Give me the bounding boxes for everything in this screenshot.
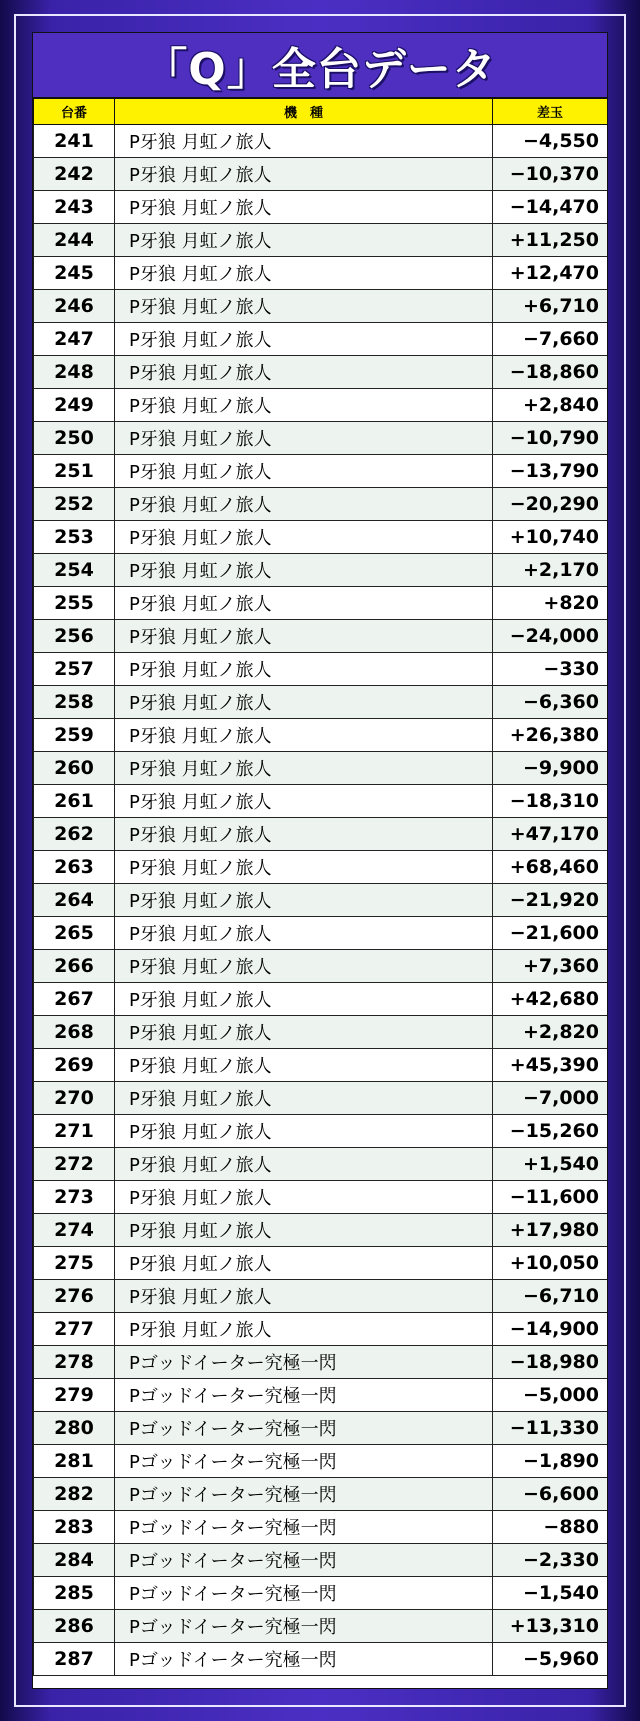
machine-number-cell: 283 (34, 1511, 115, 1544)
ball-diff-cell: −9,900 (493, 752, 608, 785)
table-row (34, 983, 608, 1016)
machine-number-cell: 246 (34, 290, 115, 323)
machine-number-cell: 287 (34, 1643, 115, 1676)
ball-diff-cell: −10,370 (493, 158, 608, 191)
table-row (34, 950, 608, 983)
table-row (34, 686, 608, 719)
machine-number-cell: 258 (34, 686, 115, 719)
machine-number-cell: 279 (34, 1379, 115, 1412)
table-row (34, 356, 608, 389)
machine-number-cell: 247 (34, 323, 115, 356)
machine-number-cell: 284 (34, 1544, 115, 1577)
machine-number-cell: 274 (34, 1214, 115, 1247)
ball-diff-cell: −15,260 (493, 1115, 608, 1148)
ball-diff-cell: −5,960 (493, 1643, 608, 1676)
model-name-cell: P牙狼 月虹ノ旅人 (115, 983, 493, 1016)
table-row (34, 554, 608, 587)
table-row (34, 257, 608, 290)
ball-diff-cell: +6,710 (493, 290, 608, 323)
machine-number-cell: 254 (34, 554, 115, 587)
table-row (34, 125, 608, 158)
machine-number-cell: 265 (34, 917, 115, 950)
machine-number-cell: 270 (34, 1082, 115, 1115)
machine-number-cell: 267 (34, 983, 115, 1016)
model-name-cell: P牙狼 月虹ノ旅人 (115, 686, 493, 719)
ball-diff-cell: −14,900 (493, 1313, 608, 1346)
ball-diff-cell: −14,470 (493, 191, 608, 224)
model-name-cell: P牙狼 月虹ノ旅人 (115, 389, 493, 422)
model-name-cell: P牙狼 月虹ノ旅人 (115, 521, 493, 554)
table-row (34, 884, 608, 917)
machine-number-cell: 280 (34, 1412, 115, 1445)
table-row (34, 1511, 608, 1544)
ball-diff-cell: −18,980 (493, 1346, 608, 1379)
ball-diff-cell: −10,790 (493, 422, 608, 455)
ball-diff-cell: −5,000 (493, 1379, 608, 1412)
table-row (34, 1049, 608, 1082)
model-name-cell: P牙狼 月虹ノ旅人 (115, 785, 493, 818)
table-row (34, 1280, 608, 1313)
model-name-cell: P牙狼 月虹ノ旅人 (115, 1214, 493, 1247)
machine-number-cell: 286 (34, 1610, 115, 1643)
machine-number-cell: 271 (34, 1115, 115, 1148)
ball-diff-cell: +11,250 (493, 224, 608, 257)
table-row (34, 752, 608, 785)
machine-number-cell: 251 (34, 455, 115, 488)
model-name-cell: P牙狼 月虹ノ旅人 (115, 191, 493, 224)
ball-diff-cell: −2,330 (493, 1544, 608, 1577)
machine-number-cell: 260 (34, 752, 115, 785)
ball-diff-cell: +12,470 (493, 257, 608, 290)
machine-number-cell: 281 (34, 1445, 115, 1478)
ball-diff-cell: +13,310 (493, 1610, 608, 1643)
machine-number-cell: 253 (34, 521, 115, 554)
table-row (34, 389, 608, 422)
model-name-cell: P牙狼 月虹ノ旅人 (115, 455, 493, 488)
table-row (34, 455, 608, 488)
model-name-cell: P牙狼 月虹ノ旅人 (115, 818, 493, 851)
table-body (34, 125, 608, 1676)
model-name-cell: P牙狼 月虹ノ旅人 (115, 224, 493, 257)
machine-number-cell: 269 (34, 1049, 115, 1082)
model-name-cell: P牙狼 月虹ノ旅人 (115, 884, 493, 917)
model-name-cell: P牙狼 月虹ノ旅人 (115, 422, 493, 455)
ball-diff-cell: +17,980 (493, 1214, 608, 1247)
machine-number-cell: 263 (34, 851, 115, 884)
machine-number-cell: 282 (34, 1478, 115, 1511)
data-panel (32, 32, 608, 1689)
machine-number-cell: 278 (34, 1346, 115, 1379)
table-row (34, 1346, 608, 1379)
ball-diff-cell: −330 (493, 653, 608, 686)
ball-diff-cell: +7,360 (493, 950, 608, 983)
ball-diff-cell: +1,540 (493, 1148, 608, 1181)
machine-number-cell: 244 (34, 224, 115, 257)
ball-diff-cell: −7,000 (493, 1082, 608, 1115)
table-row (34, 224, 608, 257)
ball-diff-cell: +47,170 (493, 818, 608, 851)
table-row (34, 1181, 608, 1214)
ball-diff-cell: −880 (493, 1511, 608, 1544)
model-name-cell: P牙狼 月虹ノ旅人 (115, 1280, 493, 1313)
table-row (34, 1148, 608, 1181)
machine-number-cell: 264 (34, 884, 115, 917)
table-row (34, 1445, 608, 1478)
table-row (34, 1247, 608, 1280)
machine-number-cell: 275 (34, 1247, 115, 1280)
header-ball-diff: 差玉 (493, 99, 608, 125)
model-name-cell: P牙狼 月虹ノ旅人 (115, 158, 493, 191)
table-row (34, 1379, 608, 1412)
model-name-cell: Pゴッドイーター究極一閃 (115, 1511, 493, 1544)
ball-diff-cell: −21,600 (493, 917, 608, 950)
machine-number-cell: 259 (34, 719, 115, 752)
ball-diff-cell: −1,890 (493, 1445, 608, 1478)
ball-diff-cell: −11,600 (493, 1181, 608, 1214)
machine-number-cell: 257 (34, 653, 115, 686)
model-name-cell: P牙狼 月虹ノ旅人 (115, 1247, 493, 1280)
table-row (34, 1214, 608, 1247)
model-name-cell: Pゴッドイーター究極一閃 (115, 1412, 493, 1445)
ball-diff-cell: +2,170 (493, 554, 608, 587)
machine-number-cell: 256 (34, 620, 115, 653)
table-header-row (34, 99, 608, 125)
machine-number-cell: 249 (34, 389, 115, 422)
table-row (34, 587, 608, 620)
machine-number-cell: 250 (34, 422, 115, 455)
table-row (34, 158, 608, 191)
data-table (33, 98, 608, 1676)
machine-number-cell: 242 (34, 158, 115, 191)
model-name-cell: P牙狼 月虹ノ旅人 (115, 356, 493, 389)
ball-diff-cell: −21,920 (493, 884, 608, 917)
machine-number-cell: 273 (34, 1181, 115, 1214)
header-model: 機 種 (115, 99, 493, 125)
machine-number-cell: 276 (34, 1280, 115, 1313)
table-row (34, 1610, 608, 1643)
model-name-cell: Pゴッドイーター究極一閃 (115, 1445, 493, 1478)
model-name-cell: P牙狼 月虹ノ旅人 (115, 851, 493, 884)
model-name-cell: P牙狼 月虹ノ旅人 (115, 1049, 493, 1082)
model-name-cell: P牙狼 月虹ノ旅人 (115, 1082, 493, 1115)
model-name-cell: P牙狼 月虹ノ旅人 (115, 950, 493, 983)
model-name-cell: Pゴッドイーター究極一閃 (115, 1610, 493, 1643)
table-row (34, 1313, 608, 1346)
machine-number-cell: 241 (34, 125, 115, 158)
ball-diff-cell: −11,330 (493, 1412, 608, 1445)
model-name-cell: Pゴッドイーター究極一閃 (115, 1643, 493, 1676)
model-name-cell: P牙狼 月虹ノ旅人 (115, 653, 493, 686)
table-row (34, 521, 608, 554)
ball-diff-cell: −13,790 (493, 455, 608, 488)
ball-diff-cell: −1,540 (493, 1577, 608, 1610)
machine-number-cell: 268 (34, 1016, 115, 1049)
table-row (34, 1643, 608, 1676)
ball-diff-cell: −7,660 (493, 323, 608, 356)
table-row (34, 1016, 608, 1049)
table-row (34, 1544, 608, 1577)
table-row (34, 422, 608, 455)
ball-diff-cell: −6,710 (493, 1280, 608, 1313)
ball-diff-cell: +42,680 (493, 983, 608, 1016)
model-name-cell: P牙狼 月虹ノ旅人 (115, 752, 493, 785)
machine-number-cell: 285 (34, 1577, 115, 1610)
model-name-cell: P牙狼 月虹ノ旅人 (115, 620, 493, 653)
table-row (34, 917, 608, 950)
model-name-cell: P牙狼 月虹ノ旅人 (115, 1148, 493, 1181)
ball-diff-cell: −6,360 (493, 686, 608, 719)
table-row (34, 818, 608, 851)
model-name-cell: P牙狼 月虹ノ旅人 (115, 1115, 493, 1148)
machine-number-cell: 272 (34, 1148, 115, 1181)
table-row (34, 290, 608, 323)
ball-diff-cell: +820 (493, 587, 608, 620)
model-name-cell: Pゴッドイーター究極一閃 (115, 1379, 493, 1412)
table-row (34, 488, 608, 521)
model-name-cell: Pゴッドイーター究極一閃 (115, 1346, 493, 1379)
model-name-cell: P牙狼 月虹ノ旅人 (115, 1016, 493, 1049)
machine-number-cell: 252 (34, 488, 115, 521)
ball-diff-cell: −24,000 (493, 620, 608, 653)
model-name-cell: P牙狼 月虹ノ旅人 (115, 917, 493, 950)
ball-diff-cell: +10,740 (493, 521, 608, 554)
ball-diff-cell: +2,820 (493, 1016, 608, 1049)
table-row (34, 851, 608, 884)
model-name-cell: P牙狼 月虹ノ旅人 (115, 290, 493, 323)
table-row (34, 191, 608, 224)
table-row (34, 1115, 608, 1148)
header-machine-number: 台番 (34, 99, 115, 125)
machine-number-cell: 261 (34, 785, 115, 818)
table-row (34, 653, 608, 686)
model-name-cell: P牙狼 月虹ノ旅人 (115, 1313, 493, 1346)
model-name-cell: P牙狼 月虹ノ旅人 (115, 323, 493, 356)
ball-diff-cell: −18,860 (493, 356, 608, 389)
ball-diff-cell: +68,460 (493, 851, 608, 884)
machine-number-cell: 255 (34, 587, 115, 620)
machine-number-cell: 243 (34, 191, 115, 224)
ball-diff-cell: +2,840 (493, 389, 608, 422)
table-row (34, 1577, 608, 1610)
page-title: 「Q」全台データ (33, 33, 607, 98)
ball-diff-cell: −20,290 (493, 488, 608, 521)
model-name-cell: Pゴッドイーター究極一閃 (115, 1544, 493, 1577)
model-name-cell: P牙狼 月虹ノ旅人 (115, 554, 493, 587)
table-row (34, 1082, 608, 1115)
machine-number-cell: 277 (34, 1313, 115, 1346)
machine-number-cell: 266 (34, 950, 115, 983)
ball-diff-cell: +45,390 (493, 1049, 608, 1082)
table-row (34, 1478, 608, 1511)
machine-number-cell: 245 (34, 257, 115, 290)
ball-diff-cell: −6,600 (493, 1478, 608, 1511)
ball-diff-cell: +10,050 (493, 1247, 608, 1280)
table-row (34, 323, 608, 356)
model-name-cell: Pゴッドイーター究極一閃 (115, 1478, 493, 1511)
model-name-cell: P牙狼 月虹ノ旅人 (115, 257, 493, 290)
model-name-cell: P牙狼 月虹ノ旅人 (115, 719, 493, 752)
ball-diff-cell: −4,550 (493, 125, 608, 158)
ball-diff-cell: +26,380 (493, 719, 608, 752)
machine-number-cell: 248 (34, 356, 115, 389)
table-row (34, 719, 608, 752)
table-row (34, 620, 608, 653)
table-row (34, 1412, 608, 1445)
table-row (34, 785, 608, 818)
model-name-cell: P牙狼 月虹ノ旅人 (115, 587, 493, 620)
model-name-cell: P牙狼 月虹ノ旅人 (115, 488, 493, 521)
model-name-cell: Pゴッドイーター究極一閃 (115, 1577, 493, 1610)
model-name-cell: P牙狼 月虹ノ旅人 (115, 125, 493, 158)
ball-diff-cell: −18,310 (493, 785, 608, 818)
machine-number-cell: 262 (34, 818, 115, 851)
model-name-cell: P牙狼 月虹ノ旅人 (115, 1181, 493, 1214)
